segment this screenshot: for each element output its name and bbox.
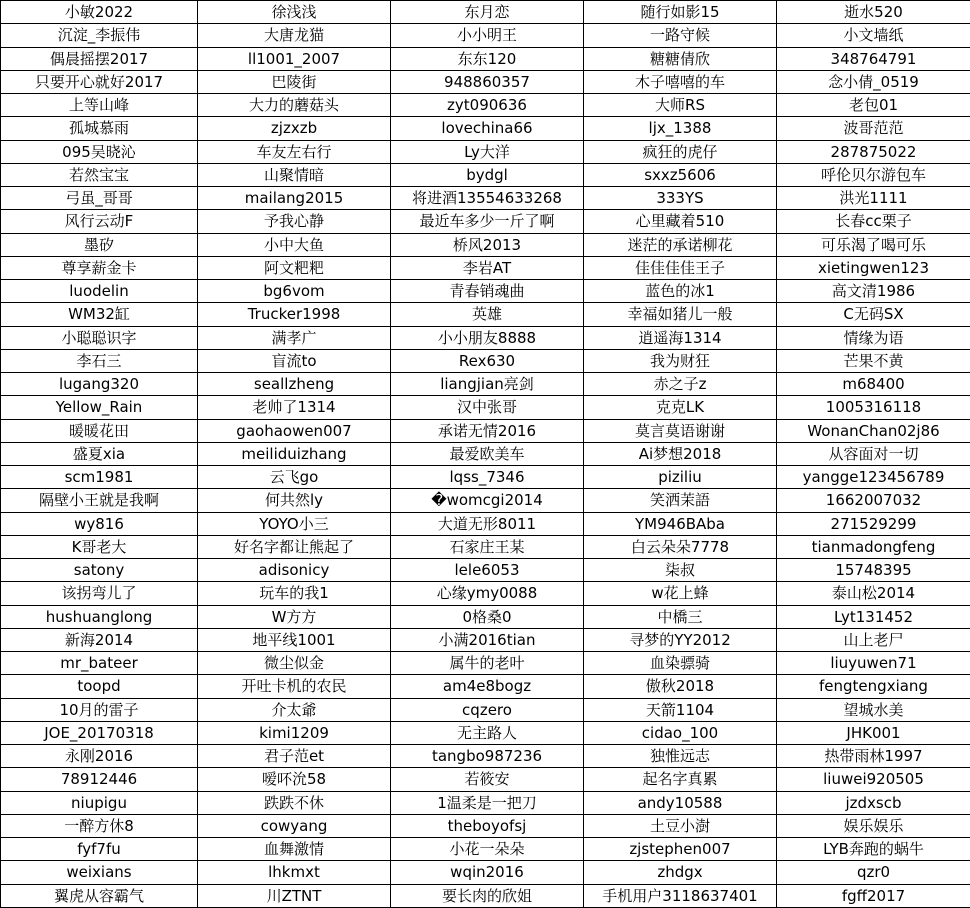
table-cell: 偶晨摇摆2017 — [1, 47, 198, 70]
table-cell: 柒叔 — [584, 559, 777, 582]
table-cell: 嗳吥沇58 — [198, 768, 391, 791]
table-cell: 属牛的老叶 — [391, 652, 584, 675]
table-cell: 上等山峰 — [1, 94, 198, 117]
table-cell: YM946BAba — [584, 512, 777, 535]
table-cell: 随行如影15 — [584, 1, 777, 24]
table-cell: 盛夏xia — [1, 442, 198, 465]
table-cell: liuyuwen71 — [777, 652, 970, 675]
table-cell: 逝水520 — [777, 1, 970, 24]
table-cell: hushuanglong — [1, 605, 198, 628]
table-cell: adisonicy — [198, 559, 391, 582]
table-row — [1, 47, 970, 70]
table-cell: niupigu — [1, 791, 198, 814]
table-cell: 予我心静 — [198, 210, 391, 233]
table-cell: 我为财狂 — [584, 349, 777, 372]
table-row — [1, 721, 970, 744]
table-cell: 山聚情暗 — [198, 163, 391, 186]
table-cell: 开吐卡机的农民 — [198, 675, 391, 698]
table-cell: 弓虽_哥哥 — [1, 187, 198, 210]
table-cell: JHK001 — [777, 721, 970, 744]
table-row — [1, 652, 970, 675]
table-cell: 热带雨林1997 — [777, 745, 970, 768]
table-cell: lele6053 — [391, 559, 584, 582]
table-cell: 何共然ly — [198, 489, 391, 512]
table-row — [1, 535, 970, 558]
table-cell: 小文墙纸 — [777, 24, 970, 47]
table-row — [1, 698, 970, 721]
table-cell: meiliduizhang — [198, 442, 391, 465]
table-cell: 10月的雷子 — [1, 698, 198, 721]
table-row — [1, 466, 970, 489]
table-cell: 小满2016tian — [391, 628, 584, 651]
table-cell: zjstephen007 — [584, 838, 777, 861]
table-cell: cidao_100 — [584, 721, 777, 744]
table-row — [1, 768, 970, 791]
table-row — [1, 419, 970, 442]
table-cell: 傲秋2018 — [584, 675, 777, 698]
table-cell: 348764791 — [777, 47, 970, 70]
table-cell: 佳佳佳佳王子 — [584, 256, 777, 279]
table-cell: 逍遥海1314 — [584, 326, 777, 349]
table-cell: 君子范et — [198, 745, 391, 768]
table-cell: 山上老尸 — [777, 628, 970, 651]
table-cell: 中橋三 — [584, 605, 777, 628]
table-cell: 介太爺 — [198, 698, 391, 721]
table-cell: lovechina66 — [391, 117, 584, 140]
table-cell: tianmadongfeng — [777, 535, 970, 558]
table-row — [1, 582, 970, 605]
table-cell: 271529299 — [777, 512, 970, 535]
table-cell: 念小倩_0519 — [777, 70, 970, 93]
table-cell: 徐浅浅 — [198, 1, 391, 24]
table-cell: 沉淀_李振伟 — [1, 24, 198, 47]
table-row — [1, 675, 970, 698]
table-cell: cowyang — [198, 814, 391, 837]
table-cell: WonanChan02j86 — [777, 419, 970, 442]
table-cell: 老包01 — [777, 94, 970, 117]
table-cell: 糖糖倩欣 — [584, 47, 777, 70]
table-cell: 玩车的我1 — [198, 582, 391, 605]
table-row — [1, 210, 970, 233]
table-row — [1, 605, 970, 628]
table-cell: lqss_7346 — [391, 466, 584, 489]
table-cell: 095吴晓沁 — [1, 140, 198, 163]
table-cell: 幸福如猪儿一般 — [584, 303, 777, 326]
table-cell: Yellow_Rain — [1, 396, 198, 419]
table-row — [1, 814, 970, 837]
table-row — [1, 396, 970, 419]
table-cell: wqin2016 — [391, 861, 584, 884]
table-cell: Rex630 — [391, 349, 584, 372]
table-cell: 要长肉的欣姐 — [391, 884, 584, 908]
table-cell: 东东120 — [391, 47, 584, 70]
table-cell: WM32缸 — [1, 303, 198, 326]
table-cell: jzdxscb — [777, 791, 970, 814]
table-cell: 孤城慕雨 — [1, 117, 198, 140]
table-cell: andy10588 — [584, 791, 777, 814]
table-cell: 小中大鱼 — [198, 233, 391, 256]
table-cell: 翼虎从容霸气 — [1, 884, 198, 908]
table-cell: piziliu — [584, 466, 777, 489]
table-cell: 川ZTNT — [198, 884, 391, 908]
table-cell: 最爱欧美车 — [391, 442, 584, 465]
table-cell: 287875022 — [777, 140, 970, 163]
table-cell: 1005316118 — [777, 396, 970, 419]
table-cell: 云飞go — [198, 466, 391, 489]
table-row — [1, 745, 970, 768]
table-cell: bydgl — [391, 163, 584, 186]
table-cell: 1662007032 — [777, 489, 970, 512]
table-row — [1, 233, 970, 256]
table-cell: C无码SX — [777, 303, 970, 326]
table-row — [1, 442, 970, 465]
table-cell: 独惟远志 — [584, 745, 777, 768]
table-cell: 好名字都让熊起了 — [198, 535, 391, 558]
table-cell: 老帅了1314 — [198, 396, 391, 419]
table-cell: JOE_20170318 — [1, 721, 198, 744]
table-cell: YOYO小三 — [198, 512, 391, 535]
table-cell: zhdgx — [584, 861, 777, 884]
table-cell: Ai梦想2018 — [584, 442, 777, 465]
table-cell: w花上蜂 — [584, 582, 777, 605]
table-cell: sxxz5606 — [584, 163, 777, 186]
table-cell: gaohaowen007 — [198, 419, 391, 442]
table-cell: 尊享薪金卡 — [1, 256, 198, 279]
table-cell: am4e8bogz — [391, 675, 584, 698]
table-cell: LYB奔跑的蜗牛 — [777, 838, 970, 861]
table-cell: 小小明王 — [391, 24, 584, 47]
table-cell: 寻梦的YY2012 — [584, 628, 777, 651]
table-row — [1, 117, 970, 140]
table-cell: 英雄 — [391, 303, 584, 326]
table-cell: 青春销魂曲 — [391, 280, 584, 303]
table-cell: 迷茫的承诺柳花 — [584, 233, 777, 256]
table-cell: cqzero — [391, 698, 584, 721]
table-row — [1, 349, 970, 372]
table-cell: Ly大洋 — [391, 140, 584, 163]
table-cell: 盲流to — [198, 349, 391, 372]
table-cell: 948860357 — [391, 70, 584, 93]
table-cell: ll1001_2007 — [198, 47, 391, 70]
table-cell: 无主路人 — [391, 721, 584, 744]
table-cell: 手机用户3118637401 — [584, 884, 777, 908]
table-cell: 若然宝宝 — [1, 163, 198, 186]
table-cell: 78912446 — [1, 768, 198, 791]
table-cell: 巴陵街 — [198, 70, 391, 93]
table-cell: zjzxzb — [198, 117, 391, 140]
table-cell: 娱乐娱乐 — [777, 814, 970, 837]
table-cell: 白云朵朵7778 — [584, 535, 777, 558]
table-cell: 暖暖花田 — [1, 419, 198, 442]
table-cell: lhkmxt — [198, 861, 391, 884]
table-cell: 木子嘻嘻的车 — [584, 70, 777, 93]
table-cell: 该拐弯儿了 — [1, 582, 198, 605]
table-cell: 从容面对一切 — [777, 442, 970, 465]
table-cell: seallzheng — [198, 373, 391, 396]
table-cell: Trucker1998 — [198, 303, 391, 326]
table-row — [1, 1, 970, 24]
table-cell: 波哥范范 — [777, 117, 970, 140]
table-cell: 长春cc栗子 — [777, 210, 970, 233]
table-cell: 土豆小澍 — [584, 814, 777, 837]
table-cell: 呼伦贝尔游包车 — [777, 163, 970, 186]
table-cell: 满孝广 — [198, 326, 391, 349]
table-cell: W方方 — [198, 605, 391, 628]
table-cell: mr_bateer — [1, 652, 198, 675]
table-cell: zyt090636 — [391, 94, 584, 117]
table-cell: 望城水美 — [777, 698, 970, 721]
table-cell: ljx_1388 — [584, 117, 777, 140]
table-row — [1, 489, 970, 512]
table-cell: weixians — [1, 861, 198, 884]
table-cell: 芒果不黄 — [777, 349, 970, 372]
table-cell: 桥风2013 — [391, 233, 584, 256]
table-row — [1, 24, 970, 47]
table-cell: qzr0 — [777, 861, 970, 884]
table-cell: 大力的蘑菇头 — [198, 94, 391, 117]
table-cell: 赤之子z — [584, 373, 777, 396]
table-cell: 小聪聪识字 — [1, 326, 198, 349]
table-row — [1, 559, 970, 582]
table-cell: 情缘为语 — [777, 326, 970, 349]
table-row — [1, 303, 970, 326]
table-cell: 将进酒13554633268 — [391, 187, 584, 210]
table-cell: 笑洒茉語 — [584, 489, 777, 512]
table-cell: 承诺无情2016 — [391, 419, 584, 442]
table-row — [1, 163, 970, 186]
table-row — [1, 140, 970, 163]
table-row — [1, 884, 970, 908]
table-cell: scm1981 — [1, 466, 198, 489]
table-cell: 一醉方休8 — [1, 814, 198, 837]
table-row — [1, 512, 970, 535]
table-row — [1, 838, 970, 861]
table-cell: 15748395 — [777, 559, 970, 582]
table-cell: satony — [1, 559, 198, 582]
table-cell: 李石三 — [1, 349, 198, 372]
table-cell: �womcgi2014 — [391, 489, 584, 512]
table-cell: 莫言莫语谢谢 — [584, 419, 777, 442]
table-cell: 高文清1986 — [777, 280, 970, 303]
table-cell: 可乐渴了喝可乐 — [777, 233, 970, 256]
table-cell: 大道无形8011 — [391, 512, 584, 535]
table-row — [1, 256, 970, 279]
table-cell: 石家庄王某 — [391, 535, 584, 558]
table-cell: fgff2017 — [777, 884, 970, 908]
table-cell: 大唐龙猫 — [198, 24, 391, 47]
table-cell: tangbo987236 — [391, 745, 584, 768]
table-cell: 地平线1001 — [198, 628, 391, 651]
table-cell: lugang320 — [1, 373, 198, 396]
table-cell: 车友左右行 — [198, 140, 391, 163]
table-cell: 小敏2022 — [1, 1, 198, 24]
table-cell: bg6vom — [198, 280, 391, 303]
table-cell: liuwei920505 — [777, 768, 970, 791]
table-cell: 蓝色的冰1 — [584, 280, 777, 303]
table-cell: luodelin — [1, 280, 198, 303]
table-cell: 疯狂的虎仔 — [584, 140, 777, 163]
table-cell: 李岩AT — [391, 256, 584, 279]
table-row — [1, 326, 970, 349]
table-cell: 小花一朵朵 — [391, 838, 584, 861]
table-cell: 333YS — [584, 187, 777, 210]
table-row — [1, 861, 970, 884]
table-row — [1, 187, 970, 210]
table-row — [1, 373, 970, 396]
table-cell: kimi1209 — [198, 721, 391, 744]
table-cell: 一路守候 — [584, 24, 777, 47]
table-cell: 墨矽 — [1, 233, 198, 256]
table-row — [1, 791, 970, 814]
table-cell: toopd — [1, 675, 198, 698]
table-cell: fyf7fu — [1, 838, 198, 861]
table-cell: 阿文粑粑 — [198, 256, 391, 279]
table-cell: 心缘ymy0088 — [391, 582, 584, 605]
table-cell: 克克LK — [584, 396, 777, 419]
table-cell: xietingwen123 — [777, 256, 970, 279]
table-cell: 泰山松2014 — [777, 582, 970, 605]
table-cell: K哥老大 — [1, 535, 198, 558]
table-cell: m68400 — [777, 373, 970, 396]
table-cell: yangge123456789 — [777, 466, 970, 489]
table-cell: liangjian亮剑 — [391, 373, 584, 396]
table-cell: Lyt131452 — [777, 605, 970, 628]
table-cell: 风行云动F — [1, 210, 198, 233]
table-row — [1, 70, 970, 93]
table-cell: 隔壁小王就是我啊 — [1, 489, 198, 512]
table-cell: 汉中张哥 — [391, 396, 584, 419]
table-row — [1, 628, 970, 651]
table-cell: 跌跌不休 — [198, 791, 391, 814]
table-cell: mailang2015 — [198, 187, 391, 210]
table-cell: 东月恋 — [391, 1, 584, 24]
table-cell: 血染骠骑 — [584, 652, 777, 675]
table-cell: 起名字真累 — [584, 768, 777, 791]
table-cell: 最近车多少一斤了啊 — [391, 210, 584, 233]
table-cell: fengtengxiang — [777, 675, 970, 698]
table-cell: 小小朋友8888 — [391, 326, 584, 349]
table-cell: 微尘似金 — [198, 652, 391, 675]
table-cell: 0格桑0 — [391, 605, 584, 628]
table-cell: wy816 — [1, 512, 198, 535]
table-cell: 永刚2016 — [1, 745, 198, 768]
table-cell: 若筱安 — [391, 768, 584, 791]
table-body — [1, 1, 970, 908]
table-cell: 天箭1104 — [584, 698, 777, 721]
table-row — [1, 280, 970, 303]
table-cell: 新海2014 — [1, 628, 198, 651]
table-cell: theboyofsj — [391, 814, 584, 837]
table-cell: 1温柔是一把刀 — [391, 791, 584, 814]
table-cell: 血舞激情 — [198, 838, 391, 861]
table-cell: 洪光1111 — [777, 187, 970, 210]
table-cell: 大师RS — [584, 94, 777, 117]
table-row — [1, 94, 970, 117]
table-cell: 只要开心就好2017 — [1, 70, 198, 93]
table-cell: 心里藏着510 — [584, 210, 777, 233]
